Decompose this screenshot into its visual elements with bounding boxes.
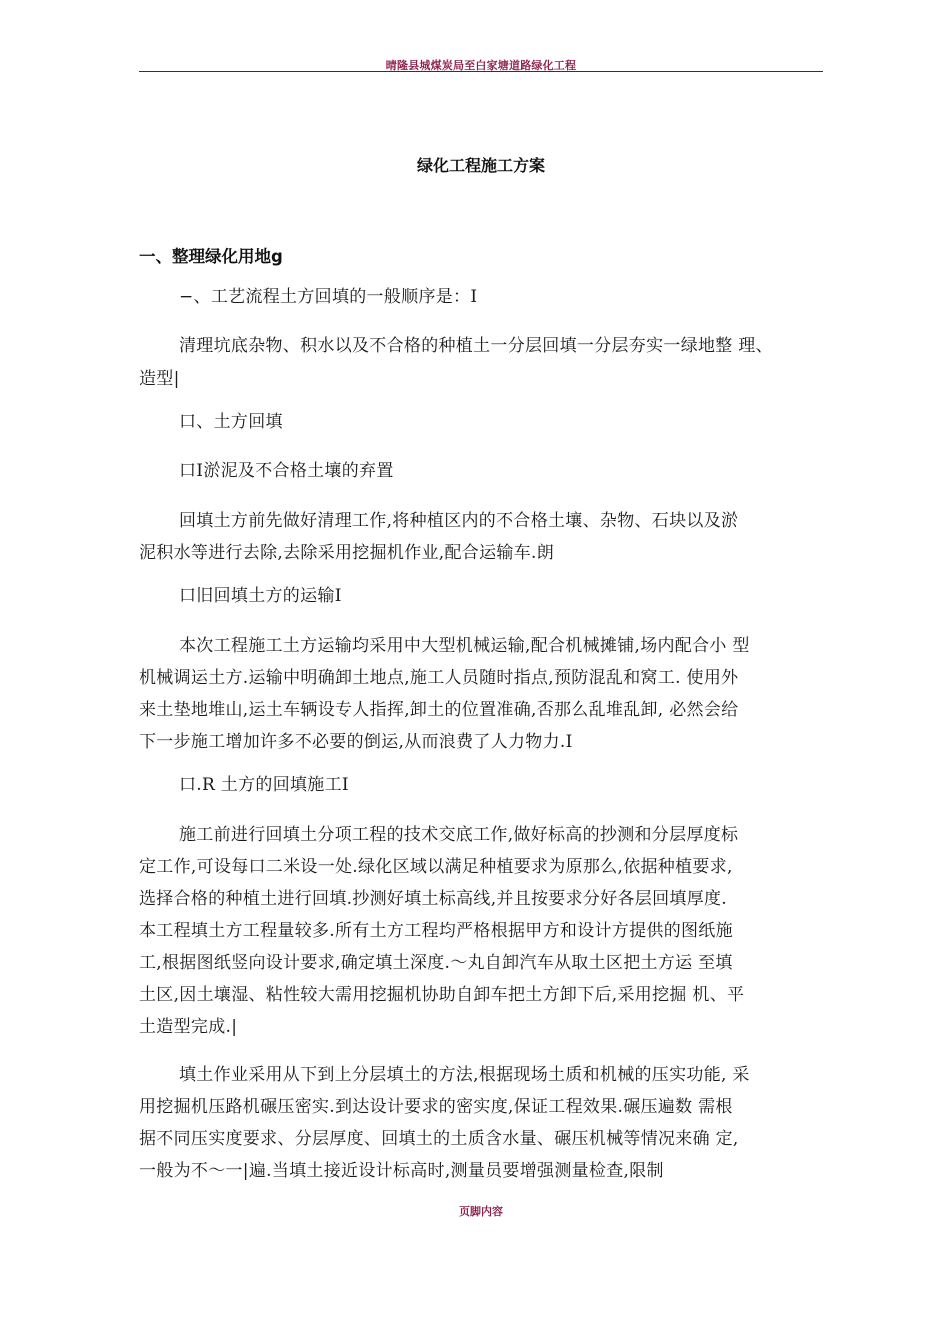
page-header: 晴隆县城煤炭局至白家塘道路绿化工程 [385,59,577,72]
paragraph-line: −、工艺流程土方回填的一般顺序是：I [179,287,478,307]
subsection-heading: 口、土方回填 [179,412,283,432]
paragraph-line: 本次工程施工土方运输均采用中大型机械运输,配合机械摊铺,场内配合小 型 [179,636,750,656]
paragraph-line: 来土垫地堆山,运土车辆设专人指挥,卸土的位置准确,否那么乱堆乱卸, 必然会给 [139,700,739,720]
paragraph-line: 选择合格的种植土进行回填.抄测好填土标高线,并且按要求分好各层回填厚度. [139,889,728,909]
section-heading-1: 一、整理绿化用地g [139,247,283,266]
paragraph-line: 造型| [139,369,180,389]
paragraph-line: 本工程填土方工程量较多.所有土方工程均严格根据甲方和设计方提供的图纸施 [139,921,733,941]
header-divider [139,71,823,72]
paragraph-line: 清理坑底杂物、积水以及不合格的种植土一分层回填一分层夯实一绿地整 理、 [179,336,773,356]
paragraph-line: 工,根据图纸竖向设计要求,确定填土深度.〜丸自卸汽车从取土区把土方运 至填 [139,953,733,973]
paragraph-line: 下一步施工增加许多不必要的倒运,从而浪费了人力物力.I [139,732,573,752]
page-footer: 页脚内容 [459,1205,503,1218]
paragraph-line: 泥积水等进行去除,去除采用挖掘机作业,配合运输车.朗 [139,543,555,563]
paragraph-line: 土造型完成.| [139,1017,238,1037]
subsection-heading: 口I淤泥及不合格土壤的弃置 [179,461,394,481]
paragraph-line: 用挖掘机压路机碾压密实.到达设计要求的密实度,保证工程效果.碾压遍数 需根 [139,1097,733,1117]
paragraph-line: 施工前进行回填土分项工程的技术交底工作,做好标高的抄测和分层厚度标 [179,825,739,845]
paragraph-line: 土区,因土壤湿、粘性较大需用挖掘机协助自卸车把土方卸下后,采用挖掘 机、平 [139,985,745,1005]
document-title: 绿化工程施工方案 [416,156,545,175]
paragraph-line: 回填土方前先做好清理工作,将种植区内的不合格土壤、杂物、石块以及淤 [179,511,739,531]
paragraph-line: 一般为不〜一|遍.当填土接近设计标高时,测量员要增强测量检查,限制 [139,1161,664,1181]
subsection-heading: 口.R 土方的回填施工I [179,775,349,795]
paragraph-line: 填土作业采用从下到上分层填土的方法,根据现场土质和机械的压实功能, 采 [179,1065,750,1085]
paragraph-line: 定工作,可设每口二米设一处.绿化区域以满足种植要求为原那么,依据种植要求, [139,857,733,877]
subsection-heading: 口旧回填土方的运输I [179,586,342,606]
paragraph-line: 机械调运土方.运输中明确卸土地点,施工人员随时指点,预防混乱和窝工. 使用外 [139,668,739,688]
paragraph-line: 据不同压实度要求、分层厚度、回填土的土质含水量、碾压机械等情况来确 定, [139,1129,739,1149]
